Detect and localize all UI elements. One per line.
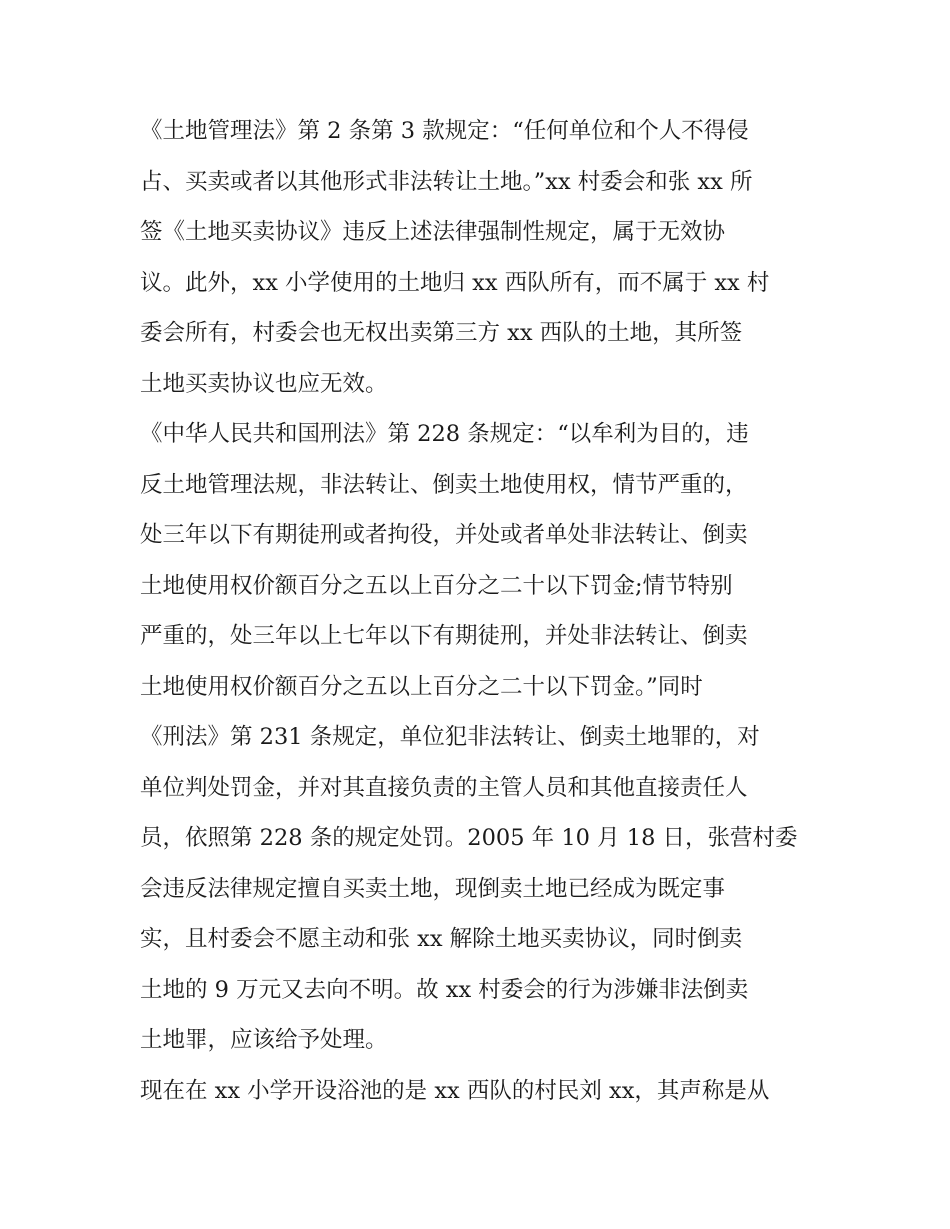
text-line: 《土地管理法》第 2 条第 3 款规定：“任何单位和个人不得侵 <box>140 118 749 144</box>
text-line: 土地的 9 万元又去向不明。故 xx 村委会的行为涉嫌非法倒卖 <box>140 977 749 1003</box>
text-line: 土地使用权价额百分之五以上百分之二十以下罚金。”同时 <box>140 674 703 700</box>
text-line: 严重的，处三年以上七年以下有期徒刑，并处非法转让、倒卖 <box>140 623 748 649</box>
text-line: 员，依照第 228 条的规定处罚。2005 年 10 月 18 日，张营村委 <box>140 825 798 851</box>
text-line: 单位判处罚金，并对其直接负责的主管人员和其他直接责任人 <box>140 775 748 801</box>
text-line: 《中华人民共和国刑法》第 228 条规定：“以牟利为目的，违 <box>140 421 749 447</box>
text-line: 反土地管理法规，非法转让、倒卖土地使用权，情节严重的， <box>140 472 748 498</box>
text-line: 议。此外，xx 小学使用的土地归 xx 西队所有，而不属于 xx 村 <box>140 270 770 296</box>
text-line: 处三年以下有期徒刑或者拘役，并处或者单处非法转让、倒卖 <box>140 522 748 548</box>
text-line: 《刑法》第 231 条规定，单位犯非法转让、倒卖土地罪的，对 <box>140 724 760 750</box>
text-line: 实，且村委会不愿主动和张 xx 解除土地买卖协议，同时倒卖 <box>140 926 743 952</box>
text-line: 签《土地买卖协议》违反上述法律强制性规定，属于无效协 <box>140 219 726 245</box>
text-line: 委会所有，村委会也无权出卖第三方 xx 西队的土地，其所签 <box>140 320 743 346</box>
text-line: 占、买卖或者以其他形式非法转让土地。”xx 村委会和张 xx 所 <box>140 169 753 195</box>
text-line: 会违反法律规定擅自买卖土地，现倒卖土地已经成为既定事 <box>140 876 726 902</box>
text-line: 现在在 xx 小学开设浴池的是 xx 西队的村民刘 xx，其声称是从 <box>140 1078 770 1104</box>
text-line: 土地罪，应该给予处理。 <box>140 1027 388 1053</box>
text-line: 土地使用权价额百分之五以上百分之二十以下罚金;情节特别 <box>140 573 733 599</box>
text-line: 土地买卖协议也应无效。 <box>140 371 388 397</box>
